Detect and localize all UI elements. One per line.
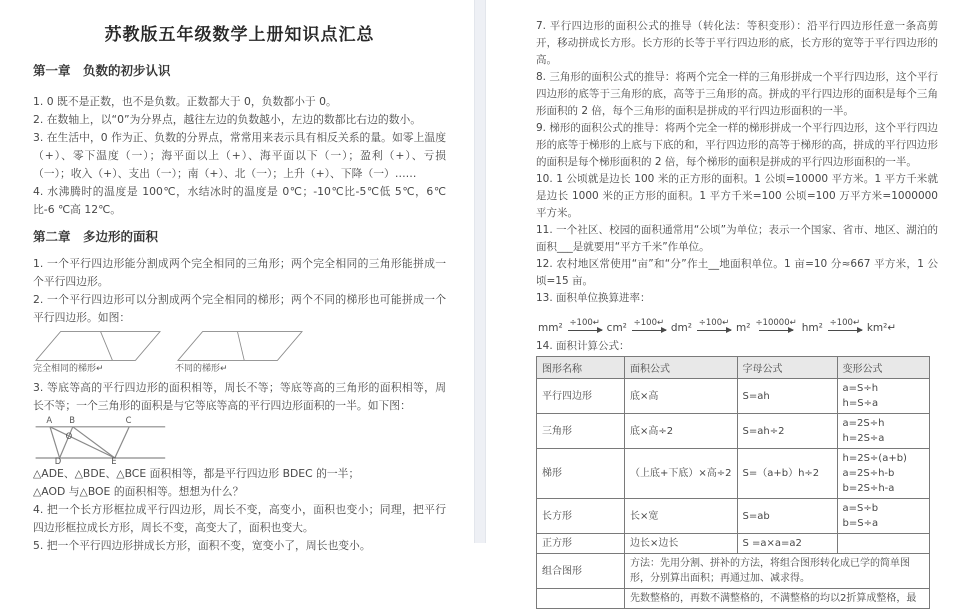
conversion-arrow-label: ÷100↵ [829,318,861,328]
table-row [537,589,930,609]
chapter1-heading: 第一章 负数的初步认识 [33,63,171,78]
conversion-arrow-label: ÷100↵ [698,318,730,328]
table-header-cell: 变形公式 [837,357,929,379]
knowledge-point-9: 9. 梯形的面积公式的推导：将两个完全一样的梯形拼成一个平行四边形，这个平行四边形的底等于梯形的上底与下底的和，平行四边形的高等于梯形的高，拼成的平行四边形的面积是每个梯形面积的 2 倍，每个梯形的面积是拼成的平行四边形面积的一半。 [536,122,938,168]
chapter2-point-2: 2. 一个平行四边形可以分割成两个完全相同的梯形；两个不同的梯形也可能拼成一个平行四边形。如图： [33,293,446,324]
table-cell: 梯形 [537,449,625,499]
trapezoid-figures [33,329,446,375]
right-arrow-icon [697,330,731,331]
chapter2-point-3a: △ADE、△BDE、△BCE 面积相等，都是平行四边形 BDEC 的一半； [33,467,360,480]
unit-label: cm² [606,322,627,334]
knowledge-point-2: 2. 在数轴上，以“0”为分界点，越往左边的负数越小，左边的数都比右边的数小。 [33,113,422,126]
figure-identical-trapezoids [33,329,175,375]
table-cell: S =a×a=a2 [737,534,837,554]
right-arrow-icon [632,330,666,331]
table-row [537,534,930,554]
knowledge-point-8: 8. 三角形的面积公式的推导：将两个完全一样的三角形拼成一个平行四边形，这个平行四边形的底等于三角形的底，高等于三角形的高。拼成的平行四边形的面积是每个三角形面积的 2 倍，每个三角形的面积是拼成的平行四边形面积的一半。 [536,71,938,117]
unit-label: m² [736,322,751,334]
table-cell: 方法：先用分割、拼补的方法，将组合图形转化成已学的简单图形，分别算出面积；再通过加、减求得。 [625,554,930,589]
table-cell: h=2S÷(a+b) a=2S÷h-b b=2S÷h-a [837,449,929,499]
knowledge-point-7: 7. 平行四边形的面积公式的推导（转化法：等积变形）：沿平行四边形任意一条高剪开，移动拼成长方形。长方形的长等于平行四边形的底，长方形的宽等于平行四边形的高。 [536,20,938,66]
table-cell: 底×高÷2 [625,414,738,449]
table-header-row [537,357,930,379]
table-cell: （上底+下底）×高÷2 [625,449,738,499]
table-row [537,379,930,414]
conversion-arrow-label: ÷100↵ [569,318,600,328]
conversion-arrow [697,319,731,334]
table-row [537,449,930,499]
table-cell: 组合图形 [537,554,625,589]
parallelogram-different-trapezoids-figure [175,329,305,363]
page-left [0,0,474,552]
conversion-arrow-label: ÷10000↵ [755,318,797,328]
table-cell: 底×高 [625,379,738,414]
table-row [537,554,930,589]
page-right [486,0,954,604]
unit-conversion-diagram [538,312,938,334]
document-title: 苏教版五年级数学上册知识点汇总 [104,25,375,45]
table-cell: S=ah [737,379,837,414]
table-cell: S=ab [737,499,837,534]
table-row [537,414,930,449]
parallelogram-identical-trapezoids-figure [33,329,163,363]
knowledge-point-1: 1. 0 既不是正数，也不是负数。正数都大于 0，负数都小于 0。 [33,95,337,108]
svg-text:B: B [69,415,75,426]
page-gutter [474,0,486,543]
table-cell: a=S÷b b=S÷a [837,499,929,534]
triangle-area-figure-wrap [33,416,446,464]
figure-caption: 完全相同的梯形↵ [33,364,104,374]
unit-label: mm² [538,322,563,334]
chapter2-point-1: 1. 一个平行四边形能分割成两个完全相同的三角形；两个完全相同的三角形能拼成一个平行四边形。 [33,257,446,288]
svg-text:D: D [54,456,62,466]
table-cell: S=（a+b）h÷2 [737,449,837,499]
table-header-cell: 面积公式 [625,357,738,379]
conversion-arrow [632,319,666,334]
table-cell: S=ah÷2 [737,414,837,449]
unit-label: dm² [670,322,692,334]
right-arrow-icon [828,330,862,331]
svg-text:O: O [65,430,73,441]
conversion-arrow [755,319,796,334]
knowledge-point-14: 14. 面积计算公式： [536,340,630,352]
triangle-area-figure [33,416,169,464]
table-cell: 长方形 [537,499,625,534]
area-formula-table-wrap [536,356,938,609]
chapter2-point-4: 4. 把一个长方形框拉成平行四边形，周长不变，高变小，面积也变小；同理，把平行四边形框拉成长方形，周长不变，高变大了，面积也变大。 [33,503,446,534]
table-row [537,499,930,534]
figure-caption: 不同的梯形↵ [175,364,228,374]
svg-text:A: A [46,415,53,426]
svg-text:C: C [125,415,132,426]
knowledge-point-13: 13. 面积单位换算进率： [536,292,651,304]
unit-label: km²↵ [866,322,897,334]
table-cell: 先数整格的，再数不满整格的，不满整格的均以2折算成整格，最 [625,589,930,609]
table-cell: 平行四边形 [537,379,625,414]
table-cell: 长×宽 [625,499,738,534]
table-cell: a=2S÷h h=2S÷a [837,414,929,449]
conversion-arrow [568,319,602,334]
chapter2-heading: 第二章 多边形的面积 [33,229,159,244]
conversion-arrow-label: ÷100↵ [633,318,665,328]
right-arrow-icon [759,330,793,331]
svg-text:E: E [111,456,117,466]
knowledge-point-4: 4. 水沸腾时的温度是 100℃，水结冰时的温度是 0℃；-10℃比-5℃低 5℃，6℃比-6 ℃高 12℃。 [33,185,446,216]
table-cell: 边长×边长 [625,534,738,554]
figure-different-trapezoids [175,329,335,375]
table-cell: 正方形 [537,534,625,554]
unit-label: hm² [801,322,823,334]
table-cell [537,589,625,609]
knowledge-point-11: 11. 一个社区、校园的面积通常用“公顷”为单位；表示一个国家、省市、地区、湖泊的面积___是就要用“平方千米”作单位。 [536,224,938,253]
table-cell [837,534,929,554]
knowledge-point-10: 10. 1 公顷就是边长 100 米的正方形的面积。1 公顷=10000 平方米。1 平方千米就是边长 1000 米的正方形的面积。1 平方千米=100 公顷=100 万平方米=1000000 平方米。 [536,173,938,219]
chapter2-point-5: 5. 把一个平行四边形拼成长方形，面积不变，宽变小了，周长也变小。 [33,539,371,552]
table-header-cell: 字母公式 [737,357,837,379]
chapter2-point-3: 3. 等底等高的平行四边形的面积相等，周长不等；等底等高的三角形的面积相等，周长不等；一个三角形的面积是与它等底等高的平行四边形面积的一半。如下图： [33,381,446,412]
chapter2-point-3b: △AOD 与△BOE 的面积相等。想想为什么？ [33,485,244,498]
area-formula-table [536,356,930,609]
table-cell: a=S÷h h=S÷a [837,379,929,414]
knowledge-point-12: 12. 农村地区常使用“亩”和“分”作土__地面积单位。1 亩=10 分≈667 平方米，1 公顷=15 亩。 [536,258,938,287]
right-arrow-icon [568,330,602,331]
knowledge-point-3: 3. 在生活中，0 作为正、负数的分界点，常常用来表示具有相反关系的量。如零上温度（+）、零下温度（一）；海平面以上（+）、海平面以下（一）；盈利（+）、亏损（一）；收入（+）、支出（一）；南（+）、北（一）；上升（+）、下降（一）…… [33,131,446,180]
table-header-cell: 图形名称 [537,357,625,379]
conversion-arrow [828,319,862,334]
table-cell: 三角形 [537,414,625,449]
